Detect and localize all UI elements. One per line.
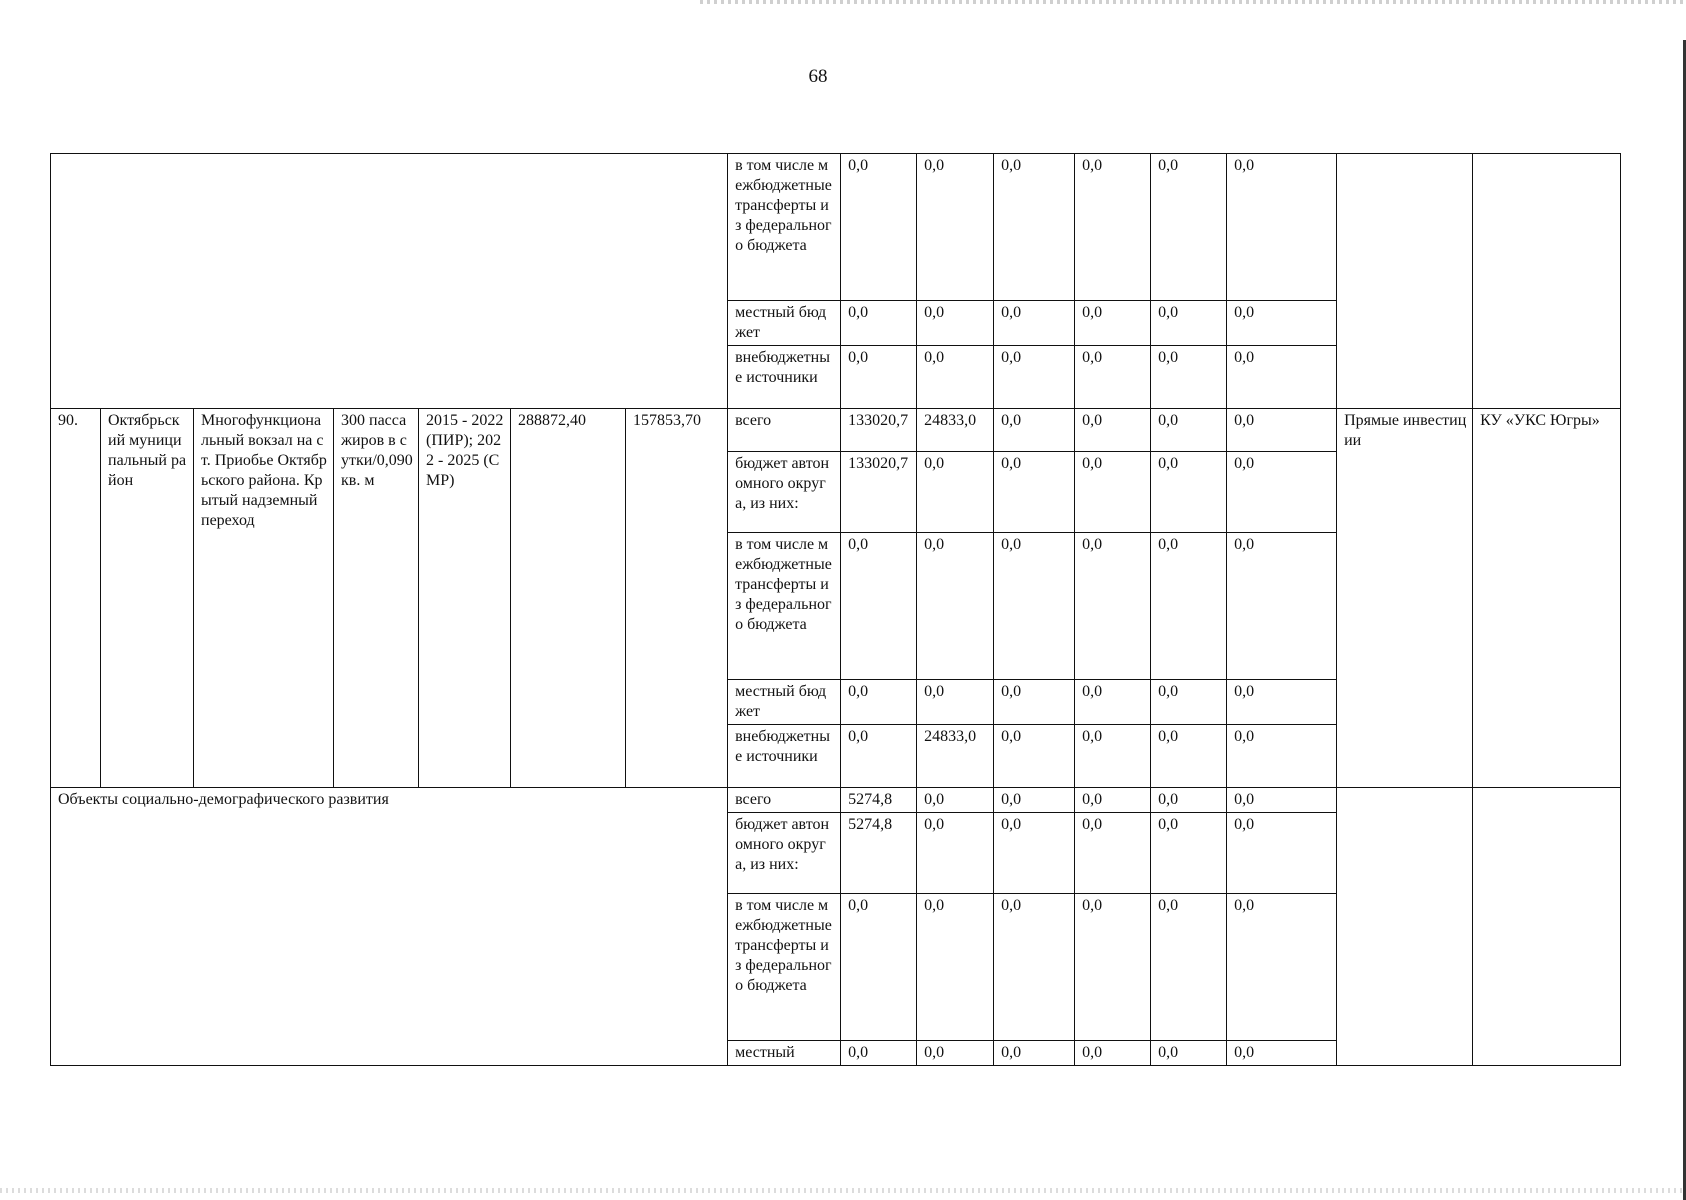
financing-table: [50, 153, 1621, 1066]
value-cell: 0,0: [1227, 725, 1337, 788]
section-title: Объекты социально-демографического развития: [51, 788, 728, 1066]
value-cell: 0,0: [917, 813, 994, 894]
value-cell: 0,0: [917, 452, 994, 533]
object-name-cell: Многофункциональный вокзал на ст. Приобье Октябрьского района. Крытый надземный переход: [194, 409, 334, 788]
blank-customer-cell: [1473, 154, 1621, 409]
value-cell: 24833,0: [917, 409, 994, 452]
value-cell: 5274,8: [841, 788, 917, 813]
source-cell: внебюджетные источники: [728, 725, 841, 788]
value-cell: 0,0: [917, 301, 994, 346]
value-cell: 0,0: [1075, 788, 1151, 813]
value-cell: 0,0: [1151, 788, 1227, 813]
source-cell: всего: [728, 409, 841, 452]
source-cell: всего: [728, 788, 841, 813]
value-cell: 0,0: [1227, 533, 1337, 680]
value-cell: 0,0: [1075, 154, 1151, 301]
value-cell: 0,0: [1227, 788, 1337, 813]
source-cell: бюджет автономного округа, из них:: [728, 452, 841, 533]
value-cell: 0,0: [1075, 533, 1151, 680]
scan-edge-bottom: [0, 1188, 1686, 1193]
item-number: 90.: [51, 409, 101, 788]
value-cell: 0,0: [1151, 894, 1227, 1041]
table-row-item-90: [51, 409, 1621, 452]
value-cell: 0,0: [917, 154, 994, 301]
page-number: 68: [808, 66, 828, 87]
value-cell: 0,0: [1227, 680, 1337, 725]
value-cell: 0,0: [1075, 894, 1151, 1041]
remaining-cost-cell: 157853,70: [626, 409, 728, 788]
blank-mechanism-cell: [1337, 788, 1473, 1066]
value-cell: 0,0: [1227, 346, 1337, 409]
value-cell: 0,0: [1151, 680, 1227, 725]
source-cell: в том числе межбюджетные трансферты из федерального бюджета: [728, 894, 841, 1041]
value-cell: 0,0: [841, 1041, 917, 1066]
value-cell: 0,0: [1227, 1041, 1337, 1066]
value-cell: 0,0: [1151, 409, 1227, 452]
source-cell: внебюджетные источники: [728, 346, 841, 409]
value-cell: 0,0: [841, 680, 917, 725]
value-cell: 0,0: [1075, 452, 1151, 533]
value-cell: 0,0: [1075, 680, 1151, 725]
total-cost-cell: 288872,40: [511, 409, 626, 788]
value-cell: 0,0: [994, 1041, 1075, 1066]
value-cell: 0,0: [917, 894, 994, 1041]
source-cell: местный бюджет: [728, 680, 841, 725]
value-cell: 0,0: [917, 533, 994, 680]
value-cell: 5274,8: [841, 813, 917, 894]
scan-edge-top: [700, 0, 1686, 4]
municipality-cell: Октябрьский муниципальный район: [101, 409, 194, 788]
value-cell: 0,0: [917, 680, 994, 725]
value-cell: 0,0: [841, 725, 917, 788]
blank-merged-cell: [51, 154, 728, 409]
value-cell: 0,0: [994, 725, 1075, 788]
value-cell: 0,0: [994, 452, 1075, 533]
value-cell: 0,0: [917, 1041, 994, 1066]
value-cell: 0,0: [917, 788, 994, 813]
value-cell: 0,0: [841, 894, 917, 1041]
value-cell: 0,0: [1075, 409, 1151, 452]
value-cell: 133020,7: [841, 452, 917, 533]
value-cell: 0,0: [994, 533, 1075, 680]
customer-cell: КУ «УКС Югры»: [1473, 409, 1621, 788]
value-cell: 0,0: [1151, 154, 1227, 301]
source-cell: местный: [728, 1041, 841, 1066]
source-cell: местный бюджет: [728, 301, 841, 346]
table-row-section-total: [51, 788, 1621, 813]
value-cell: 0,0: [1151, 346, 1227, 409]
value-cell: 0,0: [841, 533, 917, 680]
value-cell: 0,0: [1227, 452, 1337, 533]
table-row: [51, 154, 1621, 301]
value-cell: 0,0: [1227, 409, 1337, 452]
value-cell: 0,0: [994, 680, 1075, 725]
value-cell: 0,0: [994, 301, 1075, 346]
value-cell: 0,0: [994, 154, 1075, 301]
value-cell: 0,0: [994, 788, 1075, 813]
value-cell: 0,0: [1075, 1041, 1151, 1066]
value-cell: 0,0: [1227, 154, 1337, 301]
value-cell: 0,0: [841, 154, 917, 301]
value-cell: 0,0: [994, 813, 1075, 894]
capacity-cell: 300 пассажиров в сутки/0,090 кв. м: [334, 409, 419, 788]
value-cell: 0,0: [1075, 813, 1151, 894]
value-cell: 0,0: [994, 894, 1075, 1041]
value-cell: 0,0: [1151, 533, 1227, 680]
period-cell: 2015 - 2022 (ПИР); 2022 - 2025 (СМР): [419, 409, 511, 788]
value-cell: 0,0: [1151, 1041, 1227, 1066]
value-cell: 24833,0: [917, 725, 994, 788]
source-cell: бюджет автономного округа, из них:: [728, 813, 841, 894]
value-cell: 0,0: [841, 346, 917, 409]
value-cell: 0,0: [841, 301, 917, 346]
source-cell: в том числе межбюджетные трансферты из федерального бюджета: [728, 154, 841, 301]
value-cell: 0,0: [1227, 894, 1337, 1041]
value-cell: 0,0: [1151, 301, 1227, 346]
value-cell: 0,0: [1075, 346, 1151, 409]
value-cell: 0,0: [994, 346, 1075, 409]
mechanism-cell: Прямые инвестиции: [1337, 409, 1473, 788]
value-cell: 0,0: [1227, 301, 1337, 346]
value-cell: 0,0: [994, 409, 1075, 452]
blank-mechanism-cell: [1337, 154, 1473, 409]
value-cell: 0,0: [1075, 301, 1151, 346]
value-cell: 0,0: [1151, 813, 1227, 894]
value-cell: 0,0: [917, 346, 994, 409]
value-cell: 133020,7: [841, 409, 917, 452]
value-cell: 0,0: [1227, 813, 1337, 894]
source-cell: в том числе межбюджетные трансферты из федерального бюджета: [728, 533, 841, 680]
blank-customer-cell: [1473, 788, 1621, 1066]
value-cell: 0,0: [1075, 725, 1151, 788]
value-cell: 0,0: [1151, 725, 1227, 788]
value-cell: 0,0: [1151, 452, 1227, 533]
